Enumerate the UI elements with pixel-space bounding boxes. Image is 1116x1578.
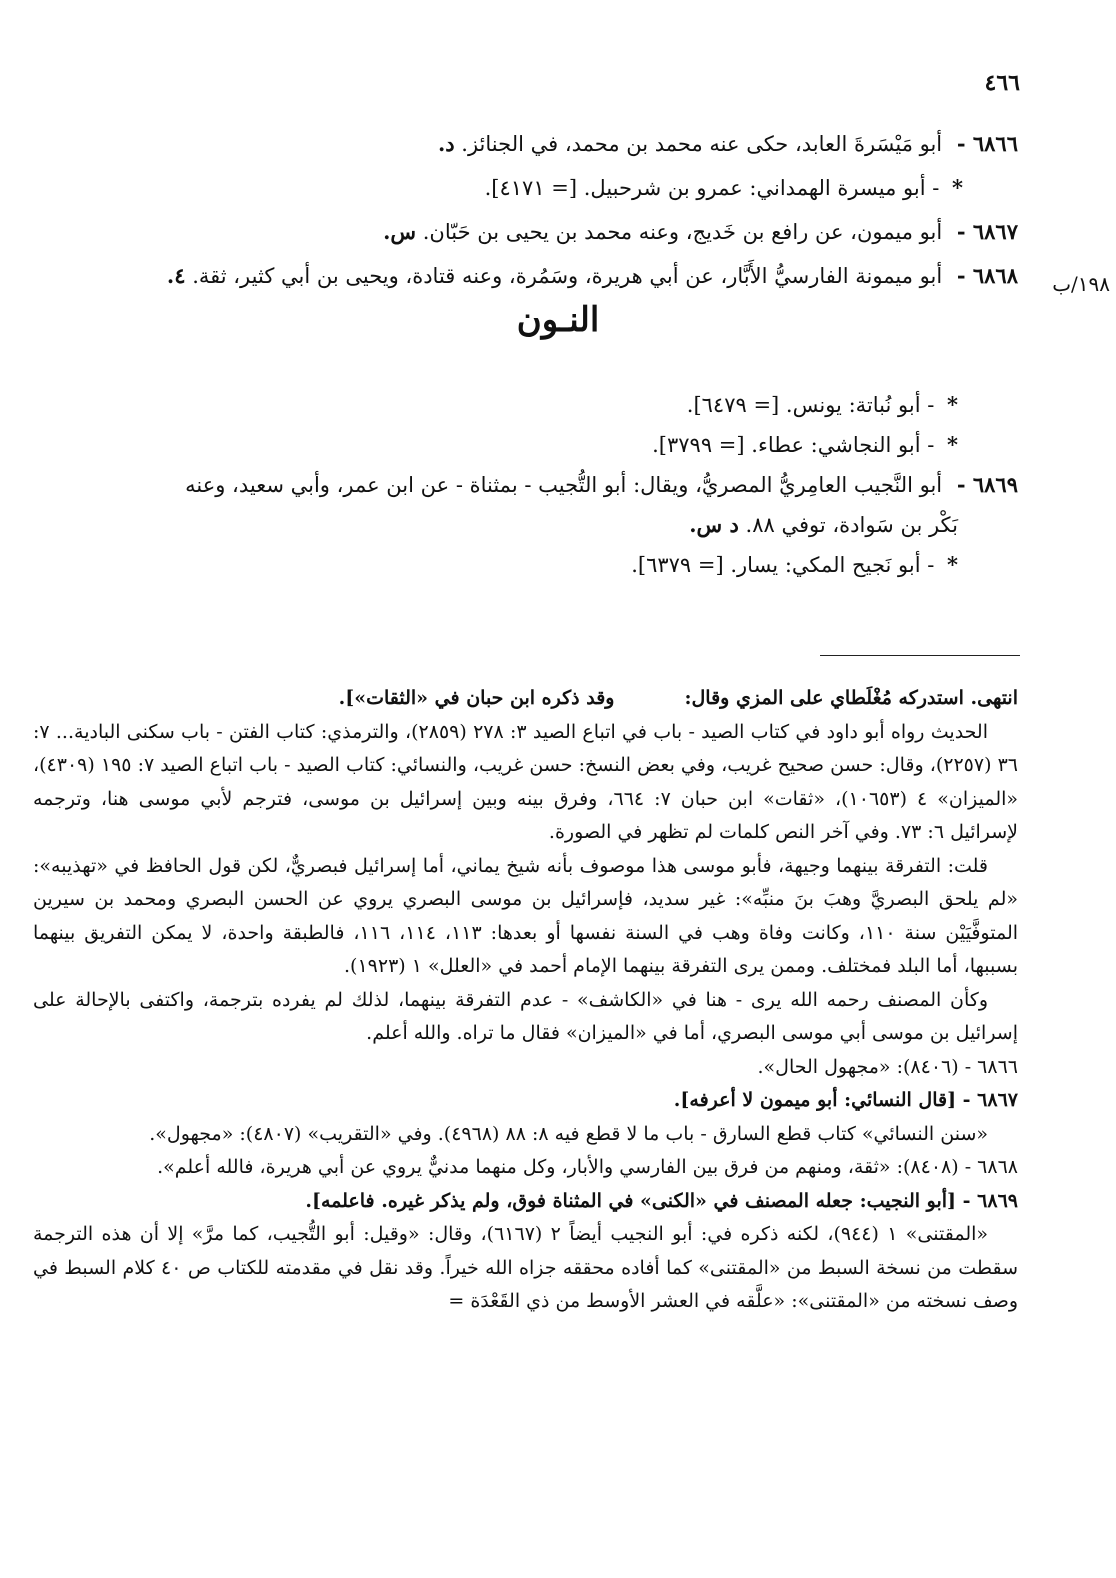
entry-text: - أبو نُباتة: يونس. [= ٦٤٧٩]. [686,393,935,417]
star-marker: * [947,552,958,577]
cross-reference-entry [58,169,1018,207]
section-title: النـون [516,300,600,340]
footnote-paragraph: وكأن المصنف رحمه الله يرى - هنا في «الكاشف» - عدم التفرقة بينهما، لذلك لم يفرده بترجمة، واكتفى بالإحالة على إسرائيل بن موسى أبي موسى البصري، أما في «الميزان» فقال ما تراه. والله أعلم. [33,988,1018,1044]
entry-text: أبو النَّجيب العامِريُّ المصريُّ، ويقال: أبو التُّجيب - بمثناة - عن ابن عمر، وأبي سعيد، وعنه [185,473,943,497]
footnote-paragraph: ٦٨٦٦ - (٨٤٠٦): «مجهول الحال». [757,1055,1018,1078]
footnote-paragraph: «سنن النسائي» كتاب قطع السارق - باب ما لا قطع فيه ٨: ٨٨ (٤٩٦٨). وفي «التقريب» (٤٨٠٧): «مجهول». [149,1122,988,1145]
footnote-text: انتهى. استدركه مُغْلَطاي على المزي وقال: [684,687,1018,709]
star-marker: * [952,175,963,200]
entry-number: ٦٨٦٧ - [956,219,1018,244]
entry-6869 [33,465,1018,505]
cross-reference-entry [33,385,1018,425]
footnote-paragraph: الحديث رواه أبو داود في كتاب الصيد - باب في اتباع الصيد ٣: ٢٧٨ (٢٨٥٩)، والترمذي: كتاب الفتن - باب سكنى البادية... ٧: ٣٦ (٢٢٥٧)، وقال: حسن صحيح غريب، وفي بعض النسخ: حسن غريب، والنسائي: كتاب الصيد - باب اتباع الصيد ٧: ١٩٥ (٤٣٠٩)، «الميزان» ٤ (١٠٦٥٣)، «ثقات» ابن حبان ٧: ٦٦٤، وفرق بينه وبين إسرائيل بن موسى، فترجم لأبي موسى هنا، وترجمه لإسرائيل ٦: ٧٣. وفي آخر النص كلمات لم تظهر في الصورة. [33,720,1019,843]
footnote-divider [820,655,1020,656]
footnote-paragraph: «المقتنى» ١ (٩٤٤)، لكنه ذكره في: أبو النجيب أيضاً ٢ (٦١٦٧)، وقال: «وقيل: أبو التُّجيب، كما مرَّ» إلا أن هذه الترجمة سقطت من نسخة السبط من «المقتنى» كما أفاده محققه جزاه الله خيراً. وقد نقل في مقدمته للكتاب ص ٤٠ كلام السبط في وصف نسخته من «المقتنى»: «علَّقه في العشر الأوسط من ذي القَعْدَة = [33,1223,1018,1312]
cross-reference-entry [33,545,1018,585]
footnotes [33,682,1018,1319]
entry-text: أبو ميمونة الفارسيُّ الأَبَّار، عن أبي هريرة، وسَمُرة، وعنه قتادة، ويحيى بن أبي كثير، ثقة. [192,264,943,288]
entry-6866 [58,125,1018,163]
entries-top [58,125,1018,301]
footnote-text: وقد ذكره ابن حبان في «الثقات»]. [338,687,615,709]
entry-6868 [58,257,1018,295]
entry-text: - أبو النجاشي: عطاء. [= ٣٧٩٩]. [652,433,935,457]
entry-text: - أبو ميسرة الهمداني: عمرو بن شرحبيل. [= ٤١٧١]. [484,176,940,200]
entry-number: ٦٨٦٨ - [956,263,1018,288]
entry-text: - أبو نَجيح المكي: يسار. [= ٦٣٧٩]. [631,553,935,577]
entry-6869-continued [33,505,1018,545]
entry-symbol: ٤. [166,263,186,288]
footnote-continuation [33,682,1018,716]
entry-number: ٦٨٦٦ - [956,131,1018,156]
star-marker: * [947,432,958,457]
cross-reference-entry [33,425,1018,465]
entries-bottom [33,385,1018,585]
margin-note: ١٩٨/ب [1052,272,1110,296]
entry-text: أبو مَيْسَرةَ العابد، حكى عنه محمد بن محمد، في الجنائز. [461,132,943,156]
entry-symbol: د س. [689,512,739,537]
entry-text: بَكْر بن سَوادة، توفي ٨٨. [745,513,958,537]
entry-symbol: س. [383,219,417,244]
star-marker: * [947,392,958,417]
footnote-paragraph: ٦٨٦٨ - (٨٤٠٨): «ثقة، ومنهم من فرق بين الفارسي والأبار، وكل منهما مدنيٌّ يروي عن أبي هريرة، فالله أعلم». [157,1156,1018,1178]
entry-6867 [58,213,1018,251]
entry-symbol: د. [437,131,455,156]
entry-number: ٦٨٦٩ - [956,472,1018,497]
footnote-paragraph: قلت: التفرقة بينهما وجيهة، فأبو موسى هذا موصوف بأنه شيخ يماني، أما إسرائيل فبصريٌّ، لكن قول الحافظ في «تهذيبه»: «لم يلحق البصريَّ وهبَ بنَ منبِّه»: غير سديد، فإسرائيل بن موسى البصري يروي عن الحسن البصري ومحمد بن سيرين المتوفَّيَيْن سنة ١١٠، وكانت وفاة وهب في السنة نفسها أو بعدها: ١١٣، ١١٤، ١١٦، فالطبقة واحدة، لا يمكن التفريق بينهما بسببها، أما البلد فمختلف. وممن يرى التفرقة بينهما الإمام أحمد في «العلل» ١ (١٩٢٣). [33,854,1019,977]
entry-text: أبو ميمون، عن رافع بن خَديج، وعنه محمد بن يحيى بن حَبّان. [422,220,943,244]
footnote-paragraph: ٦٨٦٧ - [قال النسائي: أبو ميمون لا أعرفه]. [673,1089,1018,1111]
page-number: ٤٦٦ [984,70,1020,96]
footnote-paragraph: ٦٨٦٩ - [أبو النجيب: جعله المصنف في «الكنى» في المثناة فوق، ولم يذكر غيره. فاعلمه]. [305,1189,1018,1212]
